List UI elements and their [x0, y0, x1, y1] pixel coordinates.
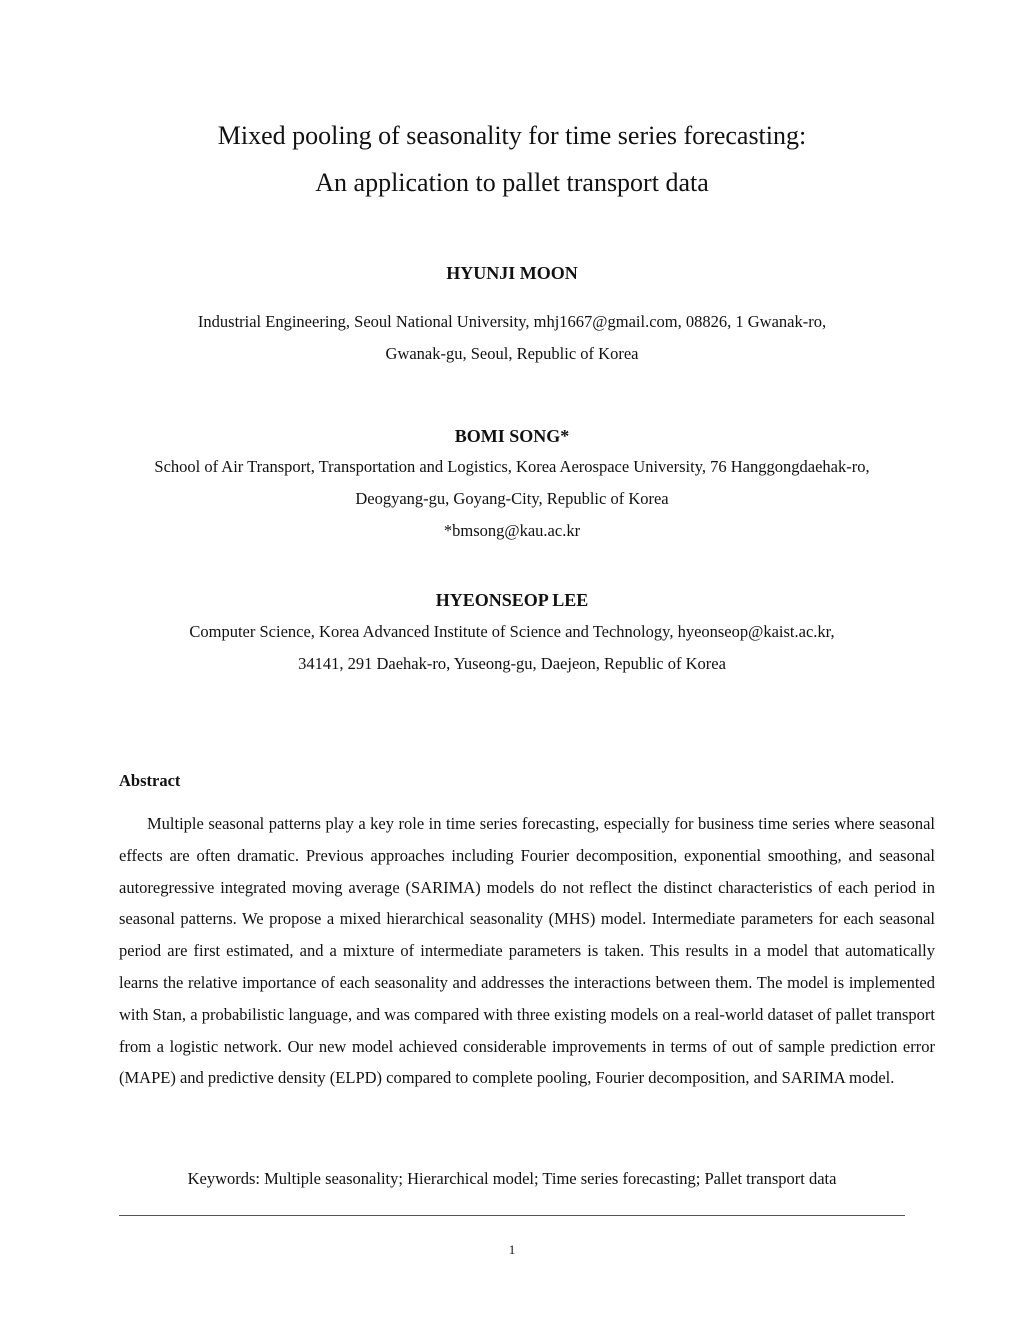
abstract-body: Multiple seasonal patterns play a key role in time series forecasting, especially for business time series where seasonal effects are often dramatic. Previous approaches including Fourier decomposition, exponential smoothing, and seasonal autoregressive integrated moving average (SARIMA) models do not reflect the distinct characteristics of each period in seasonal patterns. We propose a mixed hierarchical seasonality (MHS) model. Intermediate parameters for each seasonal period are first estimated, and a mixture of intermediate parameters is taken. This results in a model that automatically learns the relative importance of each seasonality and addresses the interactions between them. The model is implemented with Stan, a probabilistic language, and was compared with three existing models on a real-world dataset of pallet transport from a logistic network. Our new model achieved considerable improvements in terms of out of sample prediction error (MAPE) and predictive density (ELPD) compared to complete pooling, Fourier decomposition, and SARIMA model. [119, 814, 935, 1088]
abstract-heading: Abstract [119, 771, 181, 790]
author-2-affiliation-line-1: School of Air Transport, Transportation and Logistics, Korea Aerospace University, 76 Hanggongdaehak-ro, [154, 457, 870, 476]
author-name-1: HYUNJI MOON [446, 263, 578, 283]
author-2-affiliation-line-2: Deogyang-gu, Goyang-City, Republic of Korea [355, 489, 669, 508]
author-name-3: HYEONSEOP LEE [435, 590, 589, 610]
title-line-2: An application to pallet transport data [315, 168, 709, 197]
author-3-affiliation-line-1: Computer Science, Korea Advanced Institute of Science and Technology, hyeonseop@kaist.ac.kr, [189, 622, 835, 641]
author-1-affiliation-line-2: Gwanak-gu, Seoul, Republic of Korea [385, 344, 639, 363]
author-name-2: BOMI SONG* [454, 426, 570, 446]
author-1-affiliation-line-1: Industrial Engineering, Seoul National University, mhj1667@gmail.com, 08826, 1 Gwanak-ro, [197, 312, 827, 331]
author-3-affiliation-line-2: 34141, 291 Daehak-ro, Yuseong-gu, Daejeon, Republic of Korea [298, 654, 726, 673]
title-line-1: Mixed pooling of seasonality for time series forecasting: [217, 121, 807, 150]
footer-divider [119, 1215, 905, 1216]
author-2-email: *bmsong@kau.ac.kr [443, 521, 581, 540]
keywords: Keywords: Multiple seasonality; Hierarchical model; Time series forecasting; Pallet transport data [187, 1169, 837, 1188]
page-number: 1 [508, 1242, 516, 1257]
